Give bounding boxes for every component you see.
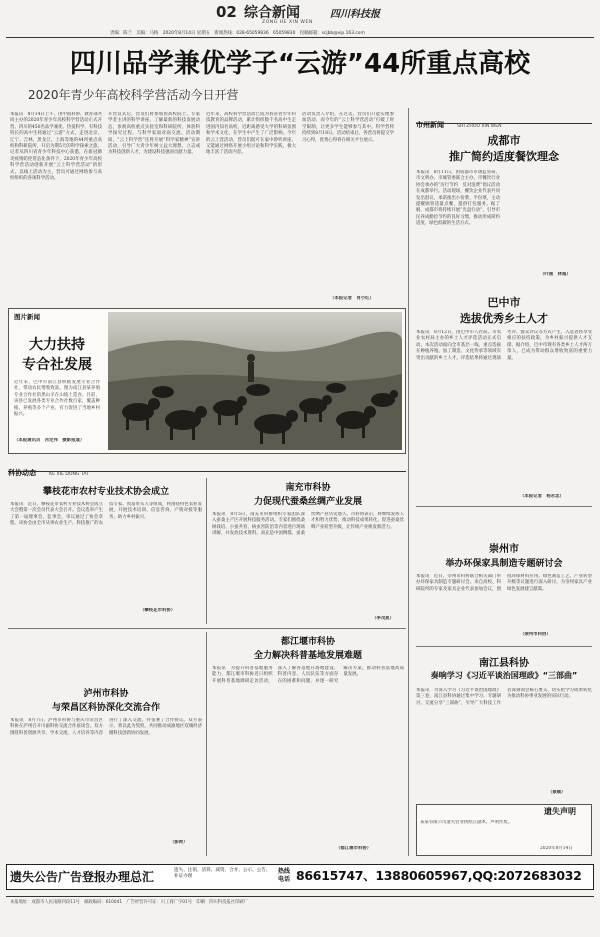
photo-news-title-2: 专合社发展 — [22, 357, 92, 373]
masthead-logo: 四川科技报 — [330, 9, 380, 20]
photo-news-caption: 近年来，巴中市南江县积极发展专业合作社，带动农民增收致富。图为南江县某养殖专业合作社的黑山羊在山坡上觅食。目前，该县已发展各类专业合作社数百家，覆盖种植、养殖等多个产业，有力促进了当地乡村振兴。 — [14, 380, 100, 418]
sci-a6-title: 南江县科协 — [479, 658, 529, 669]
sci-a2-subtitle: 力促现代蚕桑丝绸产业发展 — [253, 497, 362, 507]
city-a2-subtitle: 选拔优秀乡土人才 — [460, 312, 548, 325]
sci-a6-subtitle: 奏响学习《习近平谈治国理政》“三部曲” — [430, 671, 578, 680]
sci-a1-title: 攀枝花市农村专业技术协会成立 — [42, 487, 169, 497]
lead-col-4: 活动负责人介绍，在过去，营员们只能实地参加活动，而今年的“云上科学营活动”打破了时空限制，让更多学生能够参与其中。科学营将持续到8月18日。活动结束后，各营员将提交学习心得，优秀心得将在相关平台展示。 — [302, 112, 394, 143]
header-rule — [6, 37, 594, 38]
divider-city-h2 — [416, 646, 592, 647]
sci-a5-text: 本报讯 近日，崇州市科协联合相关部门举办环保家具制造专题研讨会。来自高校、科研院所的专家及家具企业代表参加会议，围绕环保材料应用、绿色制造工艺、产业转型升级等议题进行深入研讨，为崇州家具产业绿色发展建言献策。 — [416, 574, 592, 592]
city-a1-byline: （叶燕 林超） — [540, 272, 571, 277]
city-a1-subtitle: 推广简约适度餐饮理念 — [449, 150, 559, 163]
section-pinyin: ZONG HE XIN WEN — [262, 20, 313, 25]
sci-extra-text — [10, 634, 202, 682]
sci-a2-text: 本报讯 8月5日，南充市科协组织专家团队深入蚕桑主产区开展科技服务活动。专家们围绕桑树栽培、小蚕共育、病虫害防治等内容进行现场讲解，并发放技术资料。南充是中国绸都，蚕桑丝绸产业历史悠久。市科协表示，将继续发挥人才和智力优势，推动科技成果转化，促进蚕桑丝绸产业转型升级，让传统产业焕发新活力。 — [212, 512, 404, 537]
ad-title: 遗失公告广告登报办理总汇 — [10, 870, 155, 884]
city-news-tag — [416, 112, 592, 129]
sci-a4-title: 都江堰市科协 — [280, 637, 335, 647]
lead-col-3: 近年来，高校科学营活动已成为我省青少年科技教育的品牌活动，累计组织数千名高中生走进国内知名高校，近距离感受大学的科研氛围和学术文化，在学生中产生了广泛影响。今年的云上营活动，营员们既可在家中聆听讲座，又能通过网络开展小组讨论和科学实践，极大地丰富了活动内容。 — [206, 112, 296, 156]
notice-date: 2020年8月14日 — [540, 846, 573, 851]
footer-rule — [6, 896, 594, 897]
city-a2-byline: （本报记者 杨永忠） — [520, 494, 564, 499]
notice-text: 某某有限公司遗失营业执照正副本，声明作废。 — [420, 820, 513, 825]
sci-a3-subtitle: 与荣昌区科协深化交流合作 — [51, 703, 160, 713]
notice-tag: 遗失声明 — [544, 807, 576, 816]
city-news-label: 市州新闻 — [416, 121, 444, 129]
divider-city-h — [416, 506, 592, 507]
photo-news-title-1: 大力扶持 — [29, 337, 85, 353]
goat-herd-photo — [108, 312, 402, 450]
sci-a6-text: 本报讯 为深入学习《习近平谈治国理政》第三卷，南江县科协通过集中学习、专题研讨、交流分享“三部曲”，引导广大科技工作者深刻领会核心要义，切实把学习成果转化为推动科协事业发展的实际行动。 — [416, 688, 592, 706]
city-a1-text-right — [506, 170, 592, 270]
ad-phones: 86615747、13880605967,QQ:2072683032 — [296, 868, 582, 883]
lead-subhead: 2020年青少年高校科学营活动今日开营 — [28, 88, 239, 102]
sci-a3-title: 泸州市科协 — [83, 689, 129, 699]
city-a1-title: 成都市 — [487, 134, 521, 147]
lead-byline: （本报记者 肖小红） — [330, 296, 374, 301]
city-a2-title: 巴中市 — [487, 296, 521, 309]
sci-a5-byline: （崇州市科协） — [520, 632, 551, 637]
sci-a2-title: 南充市科协 — [285, 483, 331, 493]
divider-sci-2 — [206, 632, 207, 856]
sci-a1-text: 本报讯 近日，攀枝花市农村专业技术协会成立大会暨第一次会员代表大会召开。会议选举产生了第一届理事会、监事会，审议通过了协会章程。该协会由全市从事农业生产、科技推广的农技专家、致富带头人等组成，将围绕特色农业发展，开展技术培训、信息咨询、产销对接等服务，助力乡村振兴。 — [10, 502, 202, 527]
divider-sci-1 — [206, 478, 207, 624]
city-a1-text-left: 本报讯 8月11日，由成都市市场监管局、市文明办、市城管委联合主办，市餐饮行业协会承办的“厉行节约 反对浪费”倡议活动在成都举行。活动现场，餐饮企业代表共同发出倡议，承诺推出小份菜、半份菜，主动提醒顾客适量点餐，提供打包服务。据了解，成都市将持续开展“光盘行动”，引导市民养成勤俭节约的良好习惯，推动形成简约适度、绿色低碳的生活方式。 — [416, 170, 500, 227]
city-a2-text: 本报讯 8月12日，由巴中市人社局、市农业农村局主办的乡土人才评选活动正式启动。本次活动面向全市基层一线，重点选拔在种植养殖、加工制造、文化传承等领域有突出贡献的乡土人才。评选结果将通过现场考评、群众评议等方式产生，入选者将享受相应的扶持政策，为乡村振兴提供人才支撑。据介绍，巴中市现有各类乡土人才两万余人，已成为带动群众增收致富的重要力量。 — [416, 330, 592, 361]
lead-headline: 四川品学兼优学子“云游”44所重点高校 — [69, 49, 531, 79]
footer-line: 本报地址：成都市人民南路四段11号 邮政编码：610041 广告经营许可证：川工商广字01号 印刷：四川科技报社印刷厂 — [10, 900, 248, 905]
science-tag-pinyin: KE XIE DONG TAI — [49, 472, 88, 477]
divider-right — [408, 108, 409, 856]
lead-col-2: 开营仪式后，营员们将参加由高校院士、专家学者主讲的科学讲座，了解最新的科技发展动态，参观高校重点实验室和科研院所，体验科学探究过程，与科学家面对面交流。活动期间，“云上科学营”还将开展“科学家精神”宣讲活动，引导广大青少年树立远大理想，立志成为科技创新人才，为建设科技强国贡献力量。 — [108, 112, 200, 156]
lead-col-1: 本报讯 8月14日上午，由中国科协、教育部共同主办的2020年青少年高校科学营活动正式开营。四川的450名品学兼优、热爱科学、有科技特长的高中生将通过“云游”方式，走进北京、辽宁、吉林、黑龙江、上海等地的44所重点高校和科研院所，开启为期5天的科学探索之旅。记者从四川省青少年科技中心获悉，在新冠肺炎疫情防控常态化条件下，2020年青少年高校科学营活动创新开展“云上科学营活动”的形式，以线上活动为主，营员可通过网络参与高校组织的各项科学活动。 — [10, 112, 102, 182]
photo-news-credit: （本报通讯员 肖定伟 摄影报道） — [14, 438, 85, 443]
sci-a4-text: 本报讯 为提升科普基地服务能力，都江堰市科协近日组织开展科普基地调研走访活动，深入了解各基地在场地建设、科普内容、人员队伍等方面存在的困难和问题，并逐一研究解决方案，推动科普基地高质量发展。 — [212, 666, 404, 684]
city-news-pinyin: SHI ZHOU XIN WEN — [457, 124, 502, 129]
header-meta: 责编：陈兰 美编：马梅 2020年8月14日 星期五 新闻热线：028-65059836 65059830 投稿邮箱：scjbb@vip.163.com — [110, 31, 365, 36]
sci-a4-byline: （都江堰市科协） — [336, 846, 372, 851]
page-header — [0, 0, 600, 40]
photo-news-tag: 图片新闻 — [14, 313, 40, 321]
sci-a6-byline: （蔡顺） — [548, 790, 566, 795]
sci-a2-byline: （李茂恩） — [372, 616, 394, 621]
page-number: 02 — [216, 3, 237, 21]
sci-a1-byline: （攀枝花市科协） — [140, 608, 176, 613]
sci-a5-subtitle: 举办环保家具制造专题研讨会 — [445, 559, 563, 569]
sci-a5-title: 崇州市 — [489, 544, 519, 555]
ad-services: 遗失、注销、清算、减资、合并、公示、公告、补证办理 — [174, 868, 271, 879]
ad-hotline-label: 热线电话 — [278, 868, 291, 883]
sci-a3-byline: （彭帅） — [170, 840, 188, 845]
sci-a4-subtitle: 全力解决科普基地发展难题 — [253, 651, 362, 661]
sci-a3-text: 本报讯 8月7日，泸州市科协与重庆市荣昌区科协在泸州召开川渝科协交流合作座谈会。双方围绕科普资源共享、学术交流、人才培养等内容进行了深入交流，并签署了合作协议。双方表示，将以此为契机，共同推动成渝地区双城经济圈科技创新协同发展。 — [10, 718, 202, 736]
divider-sci-h — [8, 628, 406, 629]
science-tag-label: 科协动态 — [8, 469, 36, 477]
science-tag-bar — [8, 460, 406, 477]
section-name: 综合新闻 — [244, 5, 300, 21]
